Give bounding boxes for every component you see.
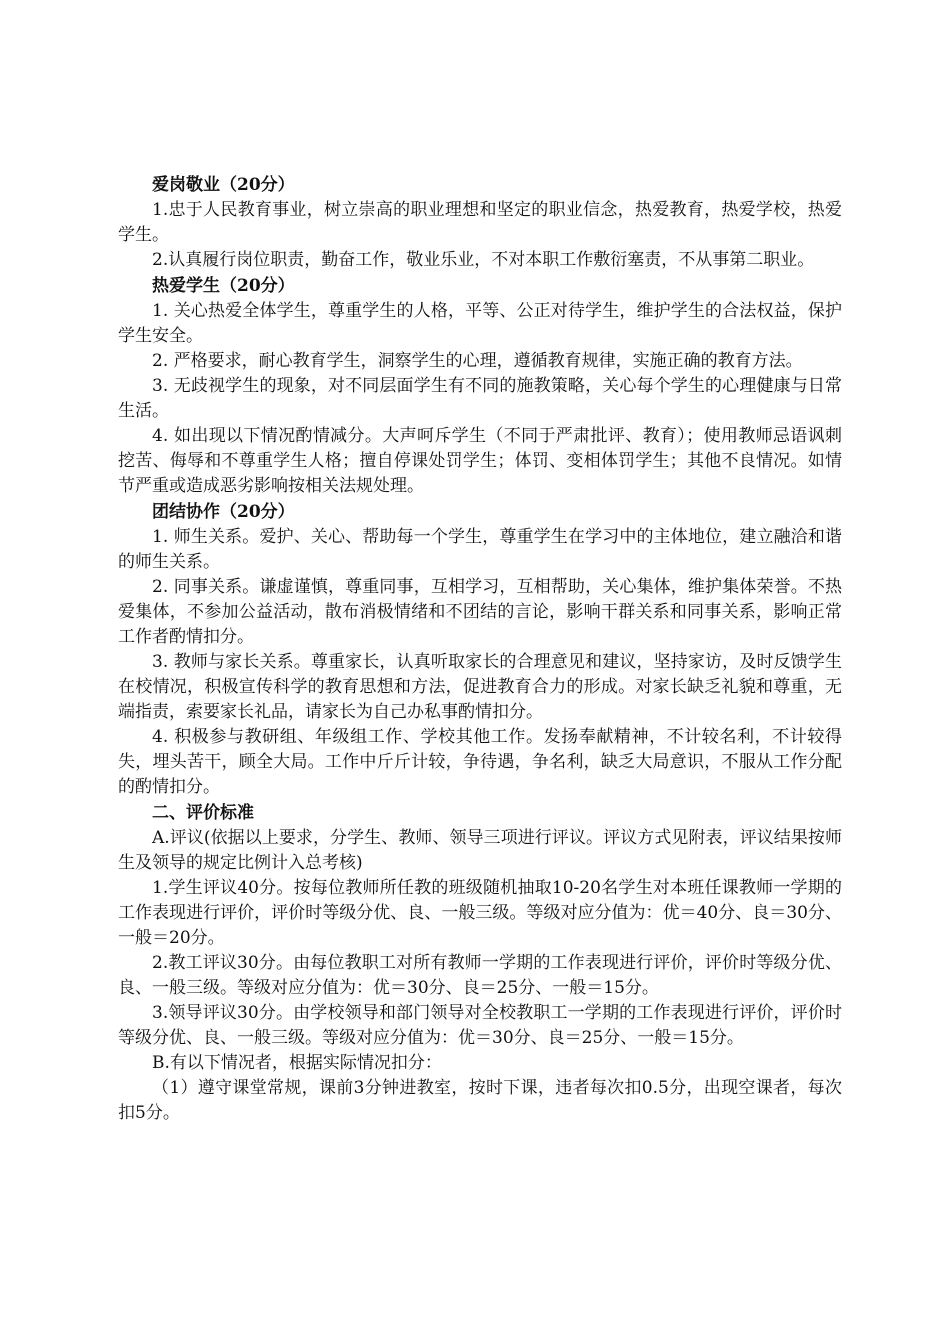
section-heading-dedication: 爱岗敬业（20分）	[152, 175, 295, 195]
paragraph: 3. 无歧视学生的现象，对不同层面学生有不同的施教策略，关心每个学生的心理健康与日常生活。	[118, 376, 842, 421]
section-heading-love-students: 热爱学生（20分）	[152, 276, 295, 296]
paragraph: 3.领导评议30分。由学校领导和部门领导对全校教职工一学期的工作表现进行评价，评价时等级分优、良、一般三级。等级对应分值为：优＝30分、良＝25分、一般＝15分。	[118, 1003, 842, 1048]
document-page	[118, 172, 842, 1126]
section-heading-cooperation: 团结协作（20分）	[152, 502, 295, 522]
paragraph: 1.忠于人民教育事业，树立崇高的职业理想和坚定的职业信念，热爱教育，热爱学校，热爱学生。	[118, 200, 842, 245]
paragraph: B.有以下情况者，根据实际情况扣分：	[152, 1053, 442, 1073]
paragraph: 2.教工评议30分。由每位教职工对所有教师一学期的工作表现进行评价，评价时等级分优、良、一般三级。等级对应分值为：优＝30分、良＝25分、一般＝15分。	[118, 953, 842, 998]
paragraph: 2. 严格要求，耐心教育学生，洞察学生的心理，遵循教育规律，实施正确的教育方法。	[152, 351, 803, 371]
paragraph: 1. 师生关系。爱护、关心、帮助每一个学生，尊重学生在学习中的主体地位，建立融洽和谐的师生关系。	[118, 527, 842, 572]
paragraph: 3. 教师与家长关系。尊重家长，认真听取家长的合理意见和建议，坚持家访，及时反馈学生在校情况，积极宣传科学的教育思想和方法，促进教育合力的形成。对家长缺乏礼貌和尊重，无端指责，索要家长礼品，请家长为自己办私事酌情扣分。	[118, 652, 842, 722]
paragraph: A.评议(依据以上要求，分学生、教师、领导三项进行评议。评议方式见附表，评议结果按师生及领导的规定比例计入总考核)	[118, 828, 842, 873]
paragraph: 4. 如出现以下情况酌情减分。大声呵斥学生（不同于严肃批评、教育）；使用教师忌语讽刺挖苦、侮辱和不尊重学生人格；擅自停课处罚学生；体罚、变相体罚学生；其他不良情况。如情节严重或造成恶劣影响按相关法规处理。	[118, 426, 842, 496]
paragraph: 1.学生评议40分。按每位教师所任教的班级随机抽取10-20名学生对本班任课教师一学期的工作表现进行评价，评价时等级分优、良、一般三级。等级对应分值为：优＝40分、良＝30分、一般＝20分。	[118, 878, 842, 948]
paragraph: 1. 关心热爱全体学生，尊重学生的人格，平等、公正对待学生，维护学生的合法权益，保护学生安全。	[118, 301, 842, 346]
paragraph: （1）遵守课堂常规，课前3分钟进教室，按时下课，违者每次扣0.5分，出现空课者，每次扣5分。	[118, 1078, 842, 1123]
paragraph: 2.认真履行岗位职责，勤奋工作，敬业乐业，不对本职工作敷衍塞责，不从事第二职业。	[152, 250, 815, 270]
section-heading-evaluation-criteria: 二、评价标准	[152, 803, 254, 823]
paragraph: 4. 积极参与教研组、年级组工作、学校其他工作。发扬奉献精神，不计较名利，不计较得失，埋头苦干，顾全大局。工作中斤斤计较，争待遇，争名利，缺乏大局意识，不服从工作分配的酌情扣分。	[118, 727, 842, 797]
paragraph: 2. 同事关系。谦虚谨慎，尊重同事，互相学习，互相帮助，关心集体，维护集体荣誉。不热爱集体，不参加公益活动，散布消极情绪和不团结的言论，影响干群关系和同事关系，影响正常工作者酌情扣分。	[118, 577, 842, 647]
